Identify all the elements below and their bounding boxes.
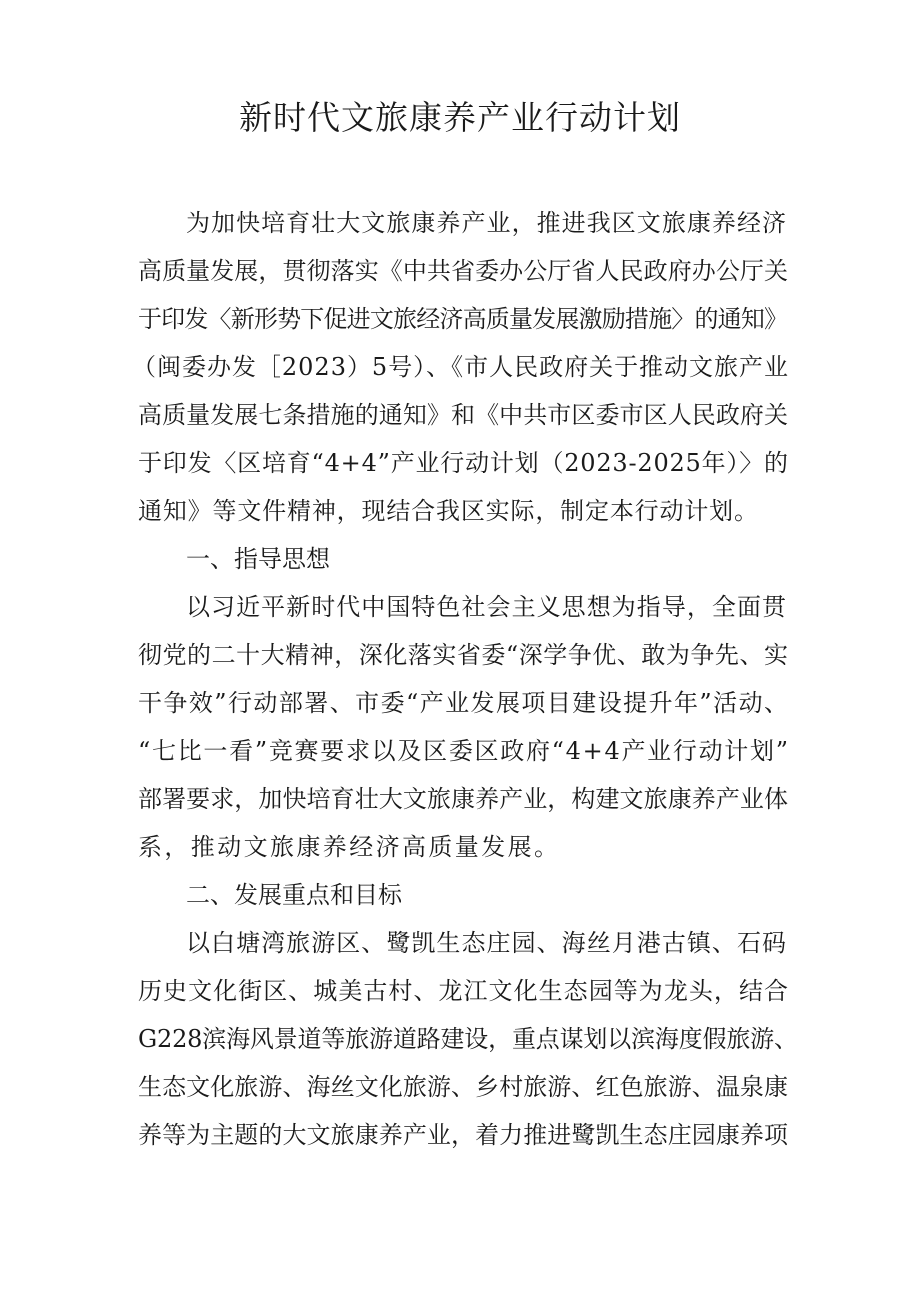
paragraph-line: 部署要求，加快培育壮大文旅康养产业，构建文旅康养产业体	[138, 785, 789, 813]
paragraph-line: 干争效”行动部署、市委“产业发展项目建设提升年”活动、	[138, 689, 790, 717]
paragraph-line: 高质量发展七条措施的通知》和《中共市区委市区人民政府关	[138, 401, 789, 429]
paragraph-line: 生态文化旅游、海丝文化旅游、乡村旅游、红色旅游、温泉康	[138, 1073, 789, 1101]
paragraph-line: 于印发〈新形势下促进文旅经济高质量发展激励措施〉的通知》	[138, 305, 788, 333]
section-heading: 一、指导思想	[186, 545, 330, 573]
paragraph-line: 以习近平新时代中国特色社会主义思想为指导，全面贯	[186, 593, 788, 621]
paragraph-line: （闽委办发［2023）5号）、《市人民政府关于推动文旅产业	[132, 353, 789, 381]
paragraph-line: 养等为主题的大文旅康养产业，着力推进鹭凯生态庄园康养项	[138, 1121, 789, 1149]
paragraph-line: 历史文化街区、城美古村、龙江文化生态园等为龙头，结合	[138, 977, 790, 1005]
section-heading: 二、发展重点和目标	[186, 881, 402, 909]
paragraph-line: “七比一看”竞赛要求以及区委区政府“4+4产业行动计划”	[138, 737, 790, 765]
paragraph-line: 彻党的二十大精神，深化落实省委“深学争优、敢为争先、实	[138, 641, 789, 669]
paragraph-line: G228滨海风景道等旅游道路建设，重点谋划以滨海度假旅游、	[138, 1025, 798, 1053]
paragraph-line: 于印发〈区培育“4+4”产业行动计划（2023-2025年）〉的	[138, 449, 789, 477]
paragraph-line: 高质量发展，贯彻落实《中共省委办公厅省人民政府办公厅关	[138, 257, 789, 285]
paragraph-line: 通知》等文件精神，现结合我区实际，制定本行动计划。	[138, 497, 759, 525]
document-title: 新时代文旅康养产业行动计划	[239, 98, 681, 137]
paragraph-line: 系，推动文旅康养经济高质量发展。	[138, 833, 561, 861]
paragraph-line: 以白塘湾旅游区、鹭凯生态庄园、海丝月港古镇、石码	[186, 929, 788, 957]
paragraph-line: 为加快培育壮大文旅康养产业，推进我区文旅康养经济	[186, 209, 788, 237]
